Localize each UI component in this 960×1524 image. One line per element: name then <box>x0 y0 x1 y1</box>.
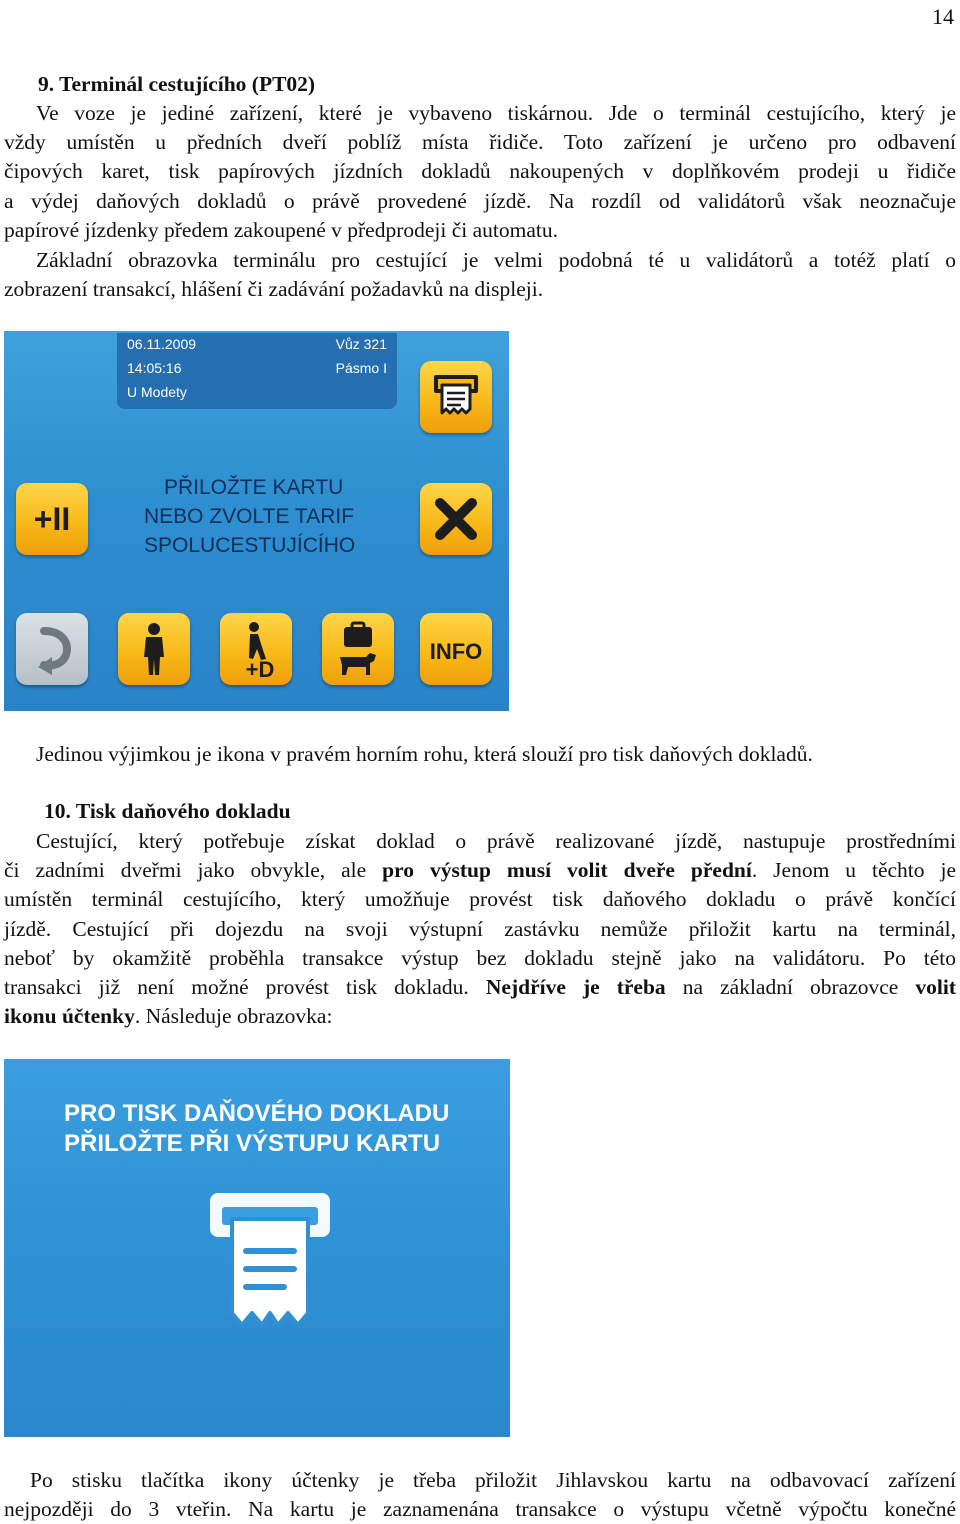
section-10-paragraph <box>4 827 956 1031</box>
time-label: 14:05:16 <box>127 360 182 376</box>
text-run: či zadními dveřmi jako obvykle, ale <box>4 858 383 883</box>
bold-text: ikonu účtenky <box>4 1004 135 1029</box>
close-icon <box>420 483 492 555</box>
date-label: 06.11.2009 <box>127 336 197 352</box>
terminal-receipt-screen <box>4 1059 510 1437</box>
bold-text: volit <box>915 975 957 1000</box>
screen-message <box>64 1099 484 1159</box>
bold-text: Nejdříve je třeba <box>485 975 666 1000</box>
luggage-dog-icon <box>322 613 394 685</box>
info-label: INFO <box>429 639 483 664</box>
text-line <box>4 856 956 885</box>
section-9-paragraph-1 <box>4 99 956 245</box>
section-9-heading: 9. Terminál cestujícího (PT02) <box>38 72 316 96</box>
text-line <box>4 944 956 973</box>
page-number: 14 <box>932 4 954 29</box>
text-run: transakci již není možné provést tisk dokladu. <box>4 975 486 1000</box>
text-run: . Jenom u těchto je <box>751 858 956 883</box>
text-line: vždy umístěn u předních dveří poblíž místa řidiče. Toto zařízení je určeno pro odbavení <box>4 130 956 155</box>
message-line: PRO TISK DAŇOVÉHO DOKLADU <box>64 1100 450 1127</box>
receipt-printer-icon <box>420 361 492 433</box>
message-line: PŘILOŽTE KARTU <box>164 476 344 499</box>
screen-message <box>144 473 384 560</box>
back-button[interactable] <box>16 613 88 685</box>
zone-label: Pásmo I <box>335 360 387 376</box>
text-line <box>4 885 956 914</box>
cancel-button[interactable] <box>420 483 492 555</box>
section-10-heading: 10. Tisk daňového dokladu <box>44 799 291 823</box>
message-line: NEBO ZVOLTE TARIF <box>144 505 355 528</box>
screenshot-caption: Jedinou výjimkou je ikona v pravém horním rohu, která slouží pro tisk daňových dokladů. <box>36 742 813 766</box>
text-line: nejpozději do 3 vteřin. Na kartu je zaznamenána transakce o výstupu včetně výpočtu konečné <box>4 1497 956 1522</box>
final-paragraph <box>4 1466 956 1524</box>
receipt-print-button[interactable] <box>420 361 492 433</box>
person-icon <box>118 613 190 685</box>
vehicle-label: Vůz 321 <box>335 336 387 352</box>
text-run: neboť by okamžitě proběhla transakce výstup bez dokladu stejně jako na validátoru. Po této <box>4 945 956 970</box>
text-run: Cestující, který potřebuje získat doklad o právě realizované jízdě, nastupuje prostředními <box>36 829 956 853</box>
add-two-passengers-button[interactable] <box>16 483 88 555</box>
bold-text: pro výstup musí volit dveře přední <box>382 858 752 883</box>
text-line: čipových karet, tisk papírových jízdních dokladů nakoupených v doplňkovém prodeji u řidiče <box>4 159 956 184</box>
plus-two-label: +II <box>33 501 71 537</box>
plus-dog-label: +D <box>245 657 275 682</box>
text-line: zobrazení transakcí, hlášení či zadávání požadavků na displeji. <box>4 277 544 302</box>
text-line: papírové jízdenky předem zakoupené v předprodeji či automatu. <box>4 217 559 242</box>
message-line: SPOLUCESTUJÍCÍHO <box>144 534 356 557</box>
text-run: umístěn terminál cestujícího, který umožňuje provést tisk daňového dokladu o právě končící <box>4 887 956 912</box>
text-line: Po stisku tlačítka ikony účtenky je třeba přiložit Jihlavskou kartu na odbavovací zařízení <box>30 1468 956 1492</box>
text-run: . Následuje obrazovka: <box>134 1004 333 1029</box>
text-line <box>4 827 956 856</box>
text-line: Ve voze je jediné zařízení, které je vybaveno tiskárnou. Jde o terminál cestujícího, který je <box>36 101 956 125</box>
dog-passenger-button[interactable] <box>220 613 292 685</box>
receipt-printer-icon <box>200 1185 340 1345</box>
section-9-paragraph-2 <box>4 246 956 304</box>
text-line: Základní obrazovka terminálu pro cestující je velmi podobná té u validátorů a totéž platí o <box>36 248 956 272</box>
text-line: a výdej daňových dokladů o právě provedené jízdě. Na rozdíl od validátorů však neoznačuje <box>4 188 956 213</box>
text-run: na základní obrazovce <box>665 975 916 1000</box>
terminal-main-screen <box>4 331 509 711</box>
luggage-pet-button[interactable] <box>322 613 394 685</box>
info-button[interactable] <box>420 613 492 685</box>
message-line: PŘILOŽTE PŘI VÝSTUPU KARTU <box>64 1130 441 1157</box>
stop-label: U Modety <box>127 384 187 400</box>
trip-info-panel <box>117 333 397 409</box>
adult-passenger-button[interactable] <box>118 613 190 685</box>
back-arrow-icon <box>16 613 88 685</box>
walker-dog-icon <box>220 613 292 685</box>
text-line <box>4 1002 956 1031</box>
text-run: jízdě. Cestující při dojezdu na svoji výstupní zastávku nemůže přiložit kartu na terminál, <box>4 916 956 941</box>
text-line <box>4 973 956 1002</box>
plus-two-icon <box>16 483 88 555</box>
info-icon <box>420 613 492 685</box>
text-line <box>4 915 956 944</box>
